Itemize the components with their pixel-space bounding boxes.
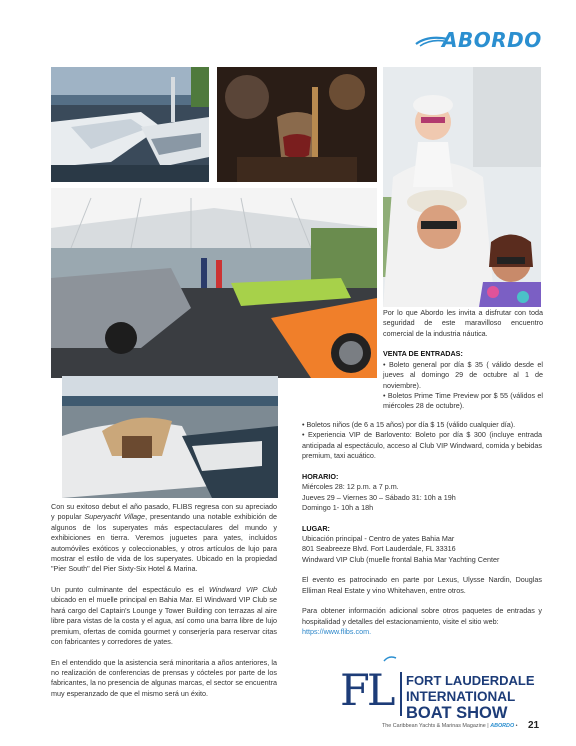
- ticket-kids: • Boletos niños (de 6 a 15 años) por día $ 15 (válido cualquier día).: [302, 420, 516, 429]
- paragraph-windward-vip: Un punto culminante del espectáculo es el Windward VIP Club ubicado en el muelle principal en Bahia Mar. El Windward VIP Club se hará cargo del Captain's Lounge y Tower Building con terrazas al aire libre para vistas de la costa y el agua, así como una barra libre de lujo premium, ofertas de comida gourmet y conserjería para reservar citas con fabricantes y corredores de yates.: [51, 585, 277, 647]
- footer-brand: ABORDO: [490, 723, 515, 729]
- right-column-upper: [383, 308, 543, 412]
- footer-magazine: [382, 723, 518, 729]
- flibs-link[interactable]: https://www.flibs.com.: [302, 627, 372, 637]
- logo-line-2: INTERNATIONAL: [406, 689, 516, 704]
- right-column-lower: [302, 420, 542, 638]
- tender-boat-photo: [62, 376, 278, 498]
- more-info-paragraph: Para obtener información adicional sobre otros paquetes de entradas y hospitalidad y detalles del estacionamiento, visite el sitio web:: [302, 606, 542, 626]
- place-line: Windward VIP Club (muelle frontal Bahia Mar Yachting Center: [302, 554, 500, 564]
- schedule-heading: HORARIO:: [302, 471, 339, 481]
- paragraph-outlook: En el entendido que la asistencia será minoritaria a años anteriores, la no realización de conferencias de prensas y cócteles por parte de los fabricantes, la no presencia de algunas marcas, el sector se encuentra muy esperanzado de que el mismo será un éxito.: [51, 657, 277, 698]
- place-line: Ubicación principal - Centro de yates Bahia Mar: [302, 534, 455, 544]
- paragraph-superyacht-village: Con su exitoso debut el año pasado, FLIBS regresa con su apreciado y popular Superyacht Village, presentando una notable exhibición de algunos de los superyates más espectaculares del mundo y exhibiciones en tierra. Veremos juguetes para yates, incluidos automóviles exóticos y coleccionables, y otros artículos de lujo para mostrar el estilo de vida de los superyates. Ubicado en la propiedad "Pier South" del Pier Sixty-Six Hotel & Marina.: [51, 502, 277, 574]
- schedule-line: Miércoles 28: 12 p.m. a 7 p.m.: [302, 482, 399, 492]
- abordo-logo: [414, 28, 544, 50]
- family-photo: [383, 67, 541, 307]
- tickets-heading: VENTA DE ENTRADAS:: [383, 349, 463, 359]
- schedule-line: Domingo 1- 10h a 18h: [302, 503, 374, 513]
- sponsors-paragraph: El evento es patrocinado en parte por Lexus, Ulysse Nardin, Douglas Elliman Real Estate y vino Whitehaven, entre otros.: [302, 575, 542, 595]
- ticket-vip: • Experiencia VIP de Barlovento: Boleto por día $ 300 (incluye entrada anticipada al espectáculo, acceso al Club VIP Windward, comida y bebidas premium, taxi acuático.: [302, 430, 542, 461]
- ticket-prime-time: • Boletos Prime Time Preview por $ 55 (válidos el miércoles 28 de octubre).: [383, 391, 543, 411]
- place-heading: LUGAR:: [302, 523, 330, 533]
- wine-glass-photo: [217, 67, 377, 182]
- end-mark-icon: [383, 655, 397, 662]
- fl-monogram: FL: [340, 666, 393, 716]
- intro-paragraph: Por lo que Abordo les invita a disfrutar con toda seguridad de este maravilloso encuentro comercial de la industria náutica.: [383, 308, 543, 338]
- schedule-line: Jueves 29 – Viernes 30 – Sábado 31: 10h a 19h: [302, 492, 456, 502]
- supercars-tent-photo: [51, 188, 377, 378]
- logo-line-3: BOAT SHOW: [406, 704, 508, 722]
- footer-separator: •: [515, 723, 518, 729]
- ticket-general: • Boleto general por día $ 35 ( válido desde el jueves al domingo 29 de octubre al 1 de noviembre).: [383, 359, 543, 390]
- page-number: 21: [528, 720, 540, 731]
- left-column: [51, 502, 277, 699]
- flibs-logo: [340, 664, 540, 724]
- magazine-name: The Caribbean Yachts & Marinas Magazine |: [382, 723, 489, 729]
- logo-line-1: FORT LAUDERDALE: [406, 673, 535, 688]
- logo-text: ABORDO: [442, 28, 542, 52]
- place-line: 801 Seabreeze Blvd. Fort Lauderdale, FL 33316: [302, 544, 456, 554]
- marina-yachts-photo: [51, 67, 209, 182]
- logo-divider: [400, 672, 402, 716]
